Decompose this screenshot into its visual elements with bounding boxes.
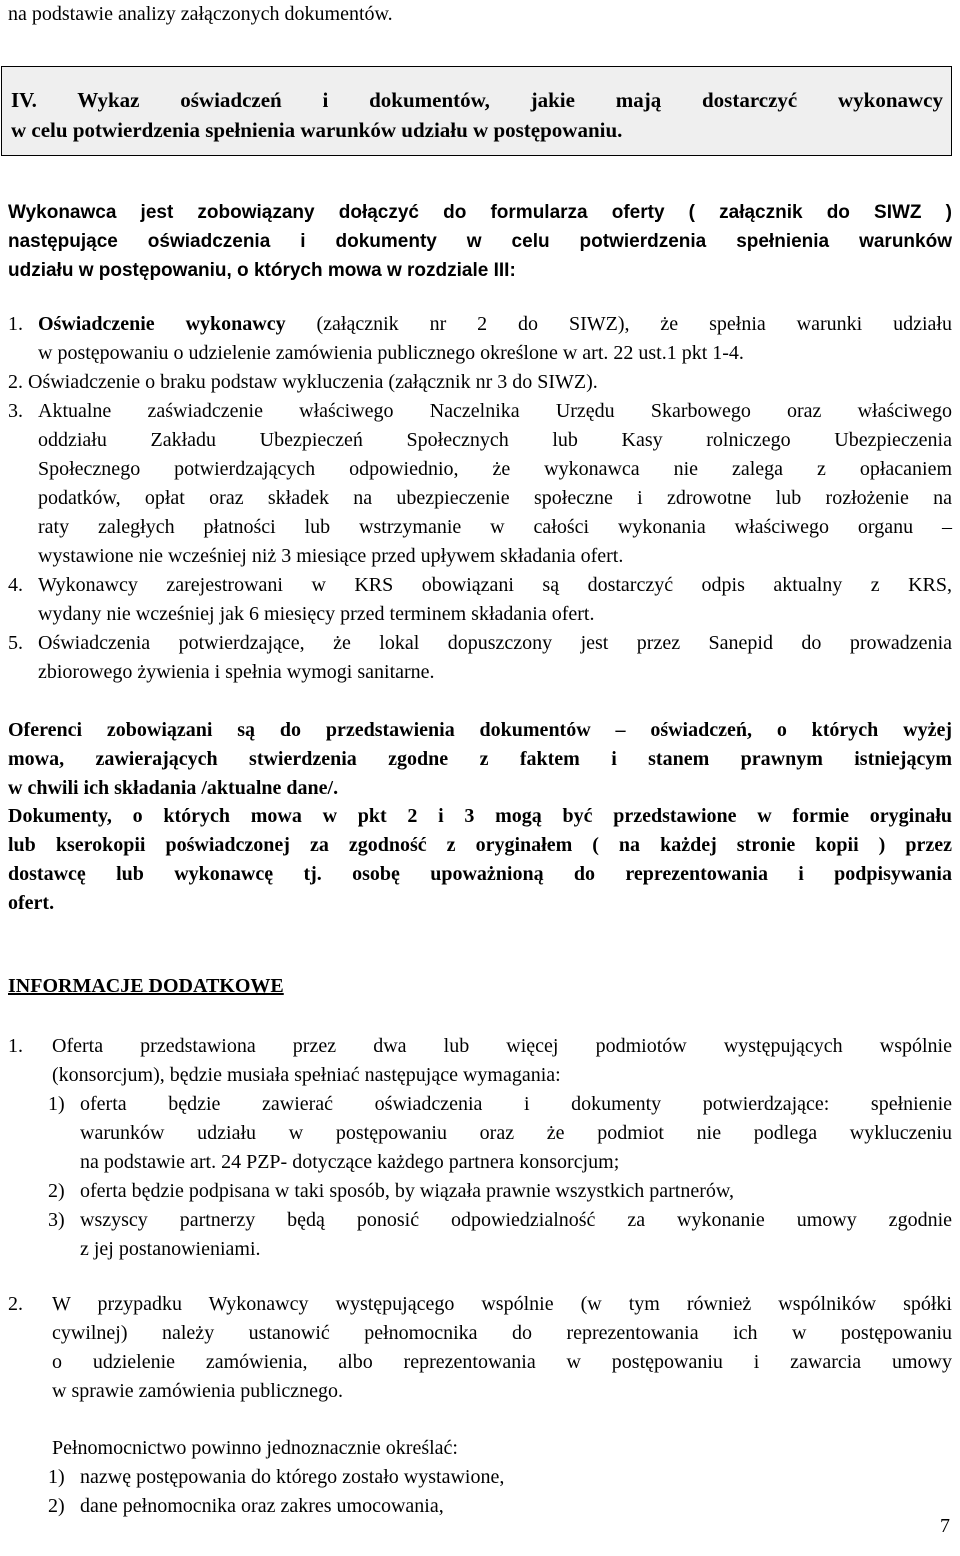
- list-item: [8, 1206, 952, 1235]
- item-number: 4.: [8, 574, 23, 596]
- bold-para2-line2: lub kserokopii poświadczonej za zgodność z oryginałem ( na każdej stronie kopii ) przez: [8, 834, 952, 856]
- item-number: 2.: [8, 1293, 23, 1315]
- intro-tail: na podstawie analizy załączonych dokumentów.: [8, 3, 393, 25]
- item-number: 5.: [8, 632, 23, 654]
- item-3-line4: podatków, opłat oraz składek na ubezpieczenie społeczne i zdrowotne lub rozłożenie na: [38, 487, 952, 509]
- info-2-line3: o udzielenie zamówienia, albo reprezentowania w postępowaniu i zawarcia umowy: [52, 1351, 952, 1373]
- poa-item-2: dane pełnomocnika oraz zakres umocowania,: [80, 1495, 444, 1517]
- info-list: [8, 1032, 952, 1264]
- obligation-line1: Wykonawca jest zobowiązany dołączyć do formularza oferty ( załącznik do SIWZ ): [8, 202, 952, 223]
- list-item: [8, 310, 952, 339]
- item-number: 1.: [8, 313, 23, 335]
- item-number: 1): [48, 1466, 65, 1488]
- item-number: 2): [48, 1180, 65, 1202]
- item-number: 3): [48, 1209, 65, 1231]
- item-4-line2: wydany nie wcześniej jak 6 miesięcy przed terminem składania ofert.: [38, 603, 595, 625]
- list-item: [8, 629, 952, 658]
- obligation-line3: udziału w postępowaniu, o których mowa w rozdziale III:: [8, 260, 516, 281]
- info-heading: INFORMACJE DODATKOWE: [8, 975, 284, 997]
- item-3-line3: Społecznego potwierdzających odpowiednio, że wykonawca nie zalega z opłacaniem: [38, 458, 952, 480]
- list-item: [8, 1090, 952, 1119]
- bold-para1-line2: mowa, zawierających stwierdzenia zgodne z faktem i stanem prawnym istniejącym: [8, 748, 952, 770]
- info-1-line2: (konsorcjum), będzie musiała spełniać następujące wymagania:: [52, 1064, 561, 1086]
- poa-intro: Pełnomocnictwo powinno jednoznacznie określać:: [52, 1437, 458, 1459]
- section-iv-line2: w celu potwierdzenia spełnienia warunków udziału w postępowaniu.: [11, 118, 623, 142]
- sub-3-line1: wszyscy partnerzy będą ponosić odpowiedzialność za wykonanie umowy zgodnie: [80, 1209, 952, 1231]
- bold-para1-line3: w chwili ich składania /aktualne dane/.: [8, 777, 339, 799]
- sub-1-line2: warunków udziału w postępowaniu oraz że podmiot nie podlega wykluczeniu: [80, 1122, 952, 1144]
- item-number: 2): [48, 1495, 65, 1517]
- info-2-line4: w sprawie zamówienia publicznego.: [52, 1380, 344, 1402]
- list-item: [8, 1492, 952, 1521]
- bold-para1-line1: Oferenci zobowiązani są do przedstawienia dokumentów – oświadczeń, o których wyżej: [8, 719, 952, 741]
- item-5-line2: zbiorowego żywienia i spełnia wymogi sanitarne.: [38, 661, 435, 683]
- list-item: [8, 1463, 952, 1492]
- info-2-line1: W przypadku Wykonawcy występującego wspólnie (w tym również wspólników spółki: [52, 1293, 952, 1315]
- item-3-line5: raty zaległych płatności lub wstrzymanie w całości wykonania właściwego organu –: [38, 516, 952, 538]
- sub-2-line1: oferta będzie podpisana w taki sposób, by wiązała prawnie wszystkich partnerów,: [80, 1180, 735, 1202]
- page-number: 7: [940, 1515, 950, 1537]
- item-1-line1: [38, 310, 952, 339]
- item-1-line2: w postępowaniu o udzielenie zamówienia publicznego określone w art. 22 ust.1 pkt 1-4.: [38, 342, 744, 364]
- item-1-rest: (załącznik nr 2 do SIWZ), że spełnia warunki udziału: [285, 313, 952, 335]
- sub-1-line1: oferta będzie zawierać oświadczenia i dokumenty potwierdzające: spełnienie: [80, 1093, 952, 1115]
- item-number: 1): [48, 1093, 65, 1115]
- sub-1-line3: na podstawie art. 24 PZP- dotyczące każdego partnera konsorcjum;: [80, 1151, 620, 1173]
- item-number: 1.: [8, 1035, 23, 1057]
- item-1-bold: Oświadczenie wykonawcy: [38, 313, 286, 335]
- item-4-line1: Wykonawcy zarejestrowani w KRS obowiązani są dostarczyć odpis aktualny z KRS,: [38, 574, 952, 596]
- list-item: [8, 1177, 952, 1206]
- sub-3-line2: z jej postanowieniami.: [80, 1238, 261, 1260]
- section-iv-heading: [1, 66, 952, 156]
- bold-para2-line1: Dokumenty, o których mowa w pkt 2 i 3 mogą być przedstawione w formie oryginału: [8, 805, 952, 827]
- info-item-2: [8, 1290, 952, 1406]
- item-3-line2: oddziału Zakładu Ubezpieczeń Społecznych lub Kasy rolniczego Ubezpieczenia: [38, 429, 952, 451]
- bold-paragraph-1: [8, 716, 952, 803]
- list-item: [8, 1290, 952, 1319]
- bold-para2-line4: ofert.: [8, 892, 55, 914]
- power-of-attorney: [8, 1434, 952, 1521]
- item-5-line1: Oświadczenia potwierdzające, że lokal dopuszczony jest przez Sanepid do prowadzenia: [38, 632, 952, 654]
- bold-paragraph-2: [8, 802, 952, 918]
- item-3-line1: Aktualne zaświadczenie właściwego Naczelnika Urzędu Skarbowego oraz właściwego: [38, 400, 952, 422]
- info-2-line2: cywilnej) należy ustanowić pełnomocnika do reprezentowania ich w postępowaniu: [52, 1322, 952, 1344]
- list-item: [8, 571, 952, 600]
- item-3-line6: wystawione nie wcześniej niż 3 miesiące przed upływem składania ofert.: [38, 545, 624, 567]
- obligation-line2: następujące oświadczenia i dokumenty w celu potwierdzenia spełnienia warunków: [8, 231, 952, 252]
- obligation-paragraph: [8, 198, 952, 285]
- list-item: [8, 1032, 952, 1061]
- section-iv-line1: IV. Wykaz oświadczeń i dokumentów, jakie mają dostarczyć wykonawcy: [11, 88, 943, 112]
- required-documents-list: [8, 310, 952, 687]
- poa-item-1: nazwę postępowania do którego zostało wystawione,: [80, 1466, 505, 1488]
- item-number: 3.: [8, 400, 23, 422]
- bold-para2-line3: dostawcę lub wykonawcę tj. osobę upoważnioną do reprezentowania i podpisywania: [8, 863, 952, 885]
- info-1-line1: Oferta przedstawiona przez dwa lub więcej podmiotów występujących wspólnie: [52, 1035, 952, 1057]
- list-item: 2. Oświadczenie o braku podstaw wykluczenia (załącznik nr 3 do SIWZ).: [8, 371, 598, 393]
- list-item: [8, 397, 952, 426]
